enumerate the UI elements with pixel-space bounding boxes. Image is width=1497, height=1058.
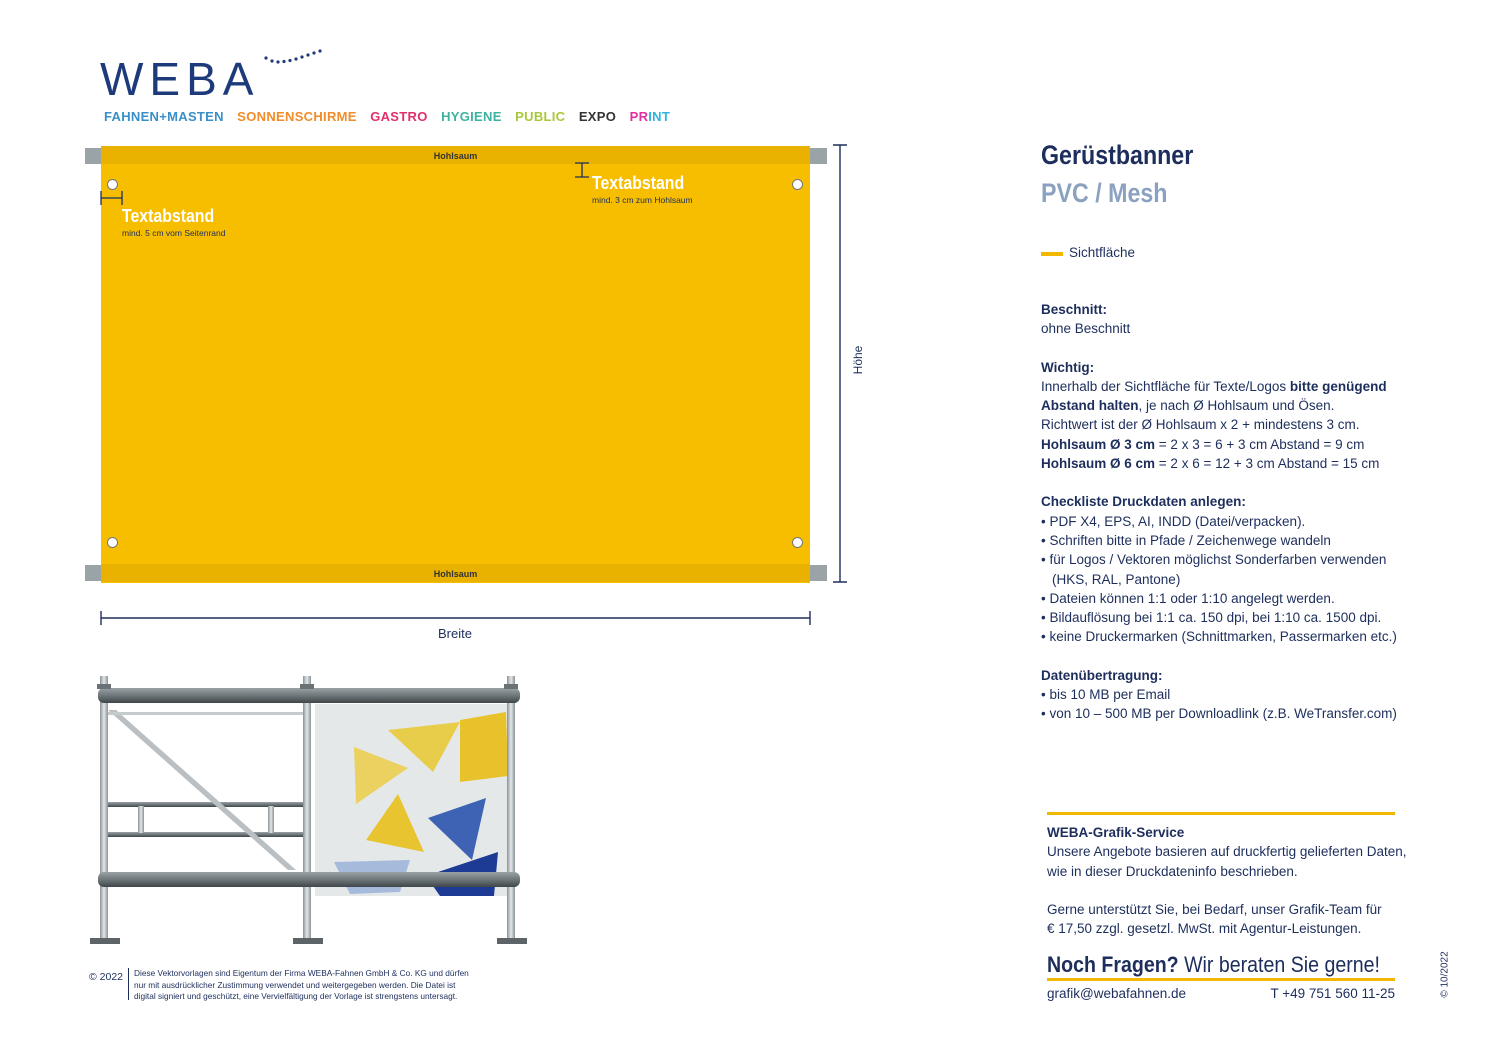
contact-phone[interactable]: T +49 751 560 11-25 [1270, 986, 1395, 1001]
checklist-item: • für Logos / Vektoren möglichst Sonderfarben verwenden [1041, 552, 1387, 568]
text-distance-top-title: Textabstand [592, 173, 685, 193]
grommet-top-right [792, 179, 803, 190]
checklist-item: • PDF X4, EPS, AI, INDD (Datei/verpacken). [1041, 513, 1306, 529]
important-line-1 [1041, 377, 1461, 396]
service-cta-underline [1047, 978, 1395, 981]
category-fahnen-masten: FAHNEN+MASTEN [104, 109, 224, 124]
important-line-3: Richtwert ist der Ø Hohlsaum x 2 + mindestens 3 cm. [1041, 417, 1360, 433]
hem-bottom-label: Hohlsaum [433, 569, 478, 579]
product-subtitle: PVC / Mesh [1041, 178, 1168, 208]
grommet-top-left [107, 179, 118, 190]
legend-swatch [1041, 252, 1063, 256]
checklist-item: • Dateien können 1:1 oder 1:10 angelegt werden. [1041, 590, 1335, 606]
important-heading: Wichtig: [1041, 359, 1095, 375]
text-distance-side-note: mind. 5 cm vom Seitenrand [122, 228, 226, 238]
checklist-heading: Checkliste Druckdaten anlegen: [1041, 494, 1246, 510]
distance-marker-side [100, 190, 124, 206]
service-cta-text: Wir beraten Sie gerne! [1178, 952, 1380, 977]
footer-legal-line-3: digital signiert und geschützt, eine Vervielfältigung der Vorlage ist strengstens untersagt. [134, 991, 458, 1001]
service-cta [1047, 952, 1380, 978]
legend-label: Sichtfläche [1069, 245, 1136, 260]
hem-top-label: Hohlsaum [433, 151, 478, 161]
important-line-5-text: = 2 x 6 = 12 + 3 cm Abstand = 15 cm [1155, 456, 1380, 472]
cut-value: ohne Beschnitt [1041, 321, 1131, 337]
hem-top [101, 146, 810, 164]
important-line-1-text: Innerhalb der Sichtfläche für Texte/Logos [1041, 378, 1290, 394]
category-hygiene: HYGIENE [441, 109, 502, 124]
service-p2-line-2: € 17,50 zzgl. gesetzl. MwSt. mit Agentur-Leistungen. [1047, 921, 1362, 937]
scaffold-illustration [88, 672, 530, 948]
service-top-rule [1047, 812, 1395, 815]
height-dimension-line [832, 144, 848, 584]
footer-divider [128, 968, 129, 1000]
service-p2-line-1: Gerne unterstützt Sie, bei Bedarf, unser Grafik-Team für [1047, 901, 1382, 917]
logo-wordmark: WEBA [100, 53, 260, 105]
category-print-prefix: PR [629, 109, 649, 124]
checklist-item: (HKS, RAL, Pantone) [1052, 571, 1181, 587]
grommet-bottom-right [792, 537, 803, 548]
important-line-5 [1041, 454, 1461, 473]
transfer-item: • von 10 – 500 MB per Downloadlink (z.B. WeTransfer.com) [1041, 706, 1397, 722]
logo-dots-icon [262, 46, 328, 68]
footer-legal-line-1: Diese Vektorvorlagen sind Eigentum der Firma WEBA-Fahnen GmbH & Co. KG und dürfen [134, 968, 469, 978]
category-gastro: GASTRO [370, 109, 428, 124]
checklist-item: • keine Druckermarken (Schnittmarken, Passermarken etc.) [1041, 629, 1397, 645]
service-p1-line-1: Unsere Angebote basieren auf druckfertig gelieferten Daten, [1047, 844, 1407, 860]
product-title: Gerüstbanner [1041, 140, 1194, 170]
service-heading: WEBA-Grafik-Service [1047, 825, 1185, 840]
important-line-2 [1041, 396, 1461, 415]
transfer-heading: Datenübertragung: [1041, 667, 1163, 683]
important-line-4-bold: Hohlsaum Ø 3 cm [1041, 436, 1156, 452]
text-distance-top-note: mind. 3 cm zum Hohlsaum [592, 195, 693, 205]
important-line-2-text: , je nach Ø Hohlsaum und Ösen. [1138, 398, 1335, 414]
info-section [1041, 300, 1461, 724]
hem-bottom [101, 564, 810, 582]
category-public: PUBLIC [515, 109, 566, 124]
brand-logo [100, 52, 260, 105]
grommet-bottom-left [107, 537, 118, 548]
category-print-suffix: INT [648, 109, 671, 124]
cut-heading: Beschnitt: [1041, 302, 1108, 317]
text-distance-side [122, 206, 227, 238]
category-sonnenschirme: SONNENSCHIRME [237, 109, 357, 124]
contact-email[interactable]: grafik@webafahnen.de [1047, 986, 1187, 1001]
width-label: Breite [438, 626, 472, 641]
checklist-item: • Bildauflösung bei 1:1 ca. 150 dpi, bei 1:10 ca. 1500 dpi. [1041, 610, 1382, 626]
width-dimension-line [100, 610, 812, 626]
footer-version: © 10/2022 [1439, 951, 1451, 998]
category-print [630, 109, 671, 124]
checklist-item: • Schriften bitte in Pfade / Zeichenwege wandeln [1041, 532, 1331, 548]
important-line-2-bold: Abstand halten [1041, 398, 1139, 414]
category-bar [104, 108, 670, 126]
distance-marker-top [574, 162, 590, 178]
footer-legal [134, 968, 469, 1003]
service-section [1047, 823, 1427, 938]
service-cta-bold: Noch Fragen? [1047, 952, 1179, 977]
important-line-4 [1041, 435, 1461, 454]
category-expo: EXPO [578, 109, 617, 124]
service-p1-line-2: wie in dieser Druckdateninfo beschrieben. [1047, 863, 1298, 879]
transfer-item: • bis 10 MB per Email [1041, 687, 1171, 703]
text-distance-side-title: Textabstand [122, 206, 215, 226]
important-line-5-bold: Hohlsaum Ø 6 cm [1041, 456, 1156, 472]
footer-legal-line-2: nur mit ausdrücklicher Zustimmung verwendet und weitergegeben werden. Die Datei ist [134, 979, 456, 990]
important-line-1-bold: bitte genügend [1289, 378, 1387, 394]
text-distance-top [592, 173, 697, 205]
height-label: Höhe [851, 345, 865, 375]
important-line-4-text: = 2 x 3 = 6 + 3 cm Abstand = 9 cm [1155, 436, 1365, 452]
footer-copyright: © 2022 [89, 971, 124, 983]
